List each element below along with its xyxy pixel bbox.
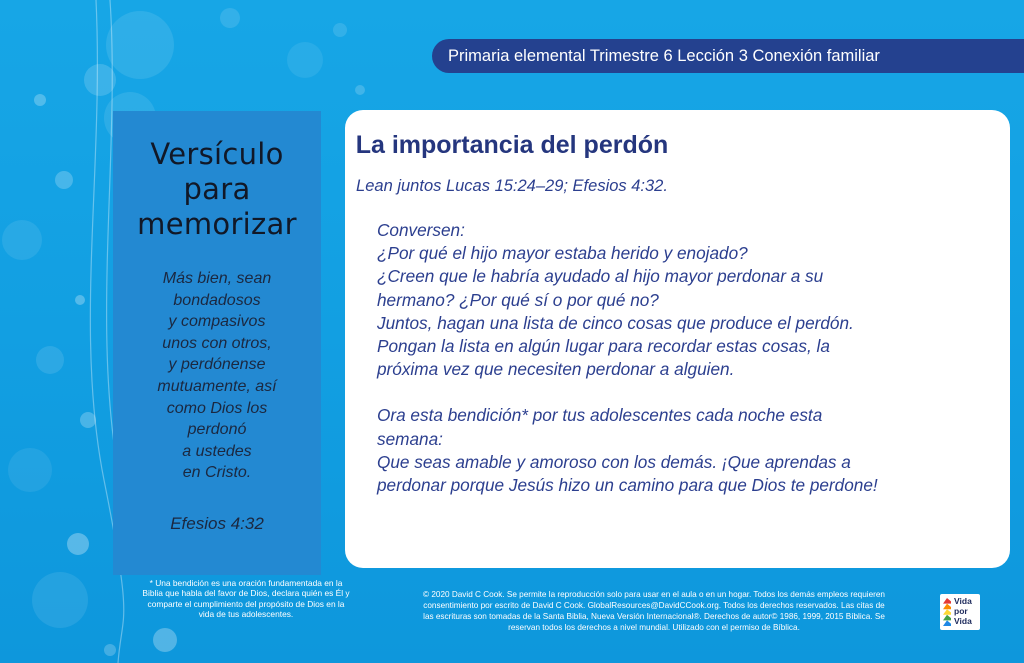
footnote-line: * Una bendición es una oración fundamentada en la [149, 578, 343, 588]
verse-line: en Cristo. [182, 464, 252, 482]
discussion-line: próxima vez que necesiten perdonar a alguien. [377, 359, 735, 380]
copyright-notice [370, 589, 938, 633]
logo-stripe [943, 609, 951, 615]
logo-text [954, 596, 972, 626]
memory-verse-text [113, 268, 321, 484]
card-body [377, 219, 987, 497]
copyright-line: reservan todos los derechos a nivel mundial. Utilizado con el permiso de Bíblica. [508, 623, 800, 632]
footnote-line: vida de tus adolescentes. [198, 609, 294, 620]
vida-por-vida-logo [940, 594, 980, 630]
verse-line: como Dios los [166, 399, 268, 417]
discussion-line: Juntos, hagan una lista de cinco cosas que produce el perdón. [377, 312, 854, 333]
logo-line: por [954, 606, 968, 616]
verse-line: y compasivos [168, 313, 266, 331]
logo-line: Vida [954, 616, 972, 626]
discussion-line: Pongan la lista en algún lugar para recordar estas cosas, la [377, 336, 830, 357]
lesson-header: Primaria elemental Trimestre 6 Lección 3 Conexión familiar [432, 39, 1024, 73]
blessing-line: Ora esta bendición* por tus adolescentes cada noche esta [377, 405, 823, 426]
verse-reference: Efesios 4:32 [170, 513, 264, 533]
verse-line: bondadosos [173, 291, 261, 309]
paragraph-gap [377, 381, 987, 404]
discussion-line: ¿Por qué el hijo mayor estaba herido y enojado? [377, 243, 748, 264]
verse-line: y perdónense [168, 356, 266, 374]
memory-verse-title-line: Versículo [150, 137, 284, 171]
card-title: La importancia del perdón [355, 131, 669, 159]
discussion-line: Conversen: [377, 220, 465, 240]
logo-line: Vida [954, 596, 972, 606]
memory-verse-title-line: para [183, 172, 251, 206]
logo-stripes-icon [943, 598, 951, 626]
blessing-line: semana: [377, 428, 443, 449]
logo-stripe [943, 615, 951, 621]
copyright-line: © 2020 David C Cook. Se permite la reproducción solo para usar en el aula o en un hogar. Todos los demás empleos requieren [423, 590, 885, 599]
verse-line: unos con otros, [162, 334, 272, 352]
verse-line: perdonó [187, 421, 247, 439]
verse-line: a ustedes [182, 442, 252, 460]
blessing-line: Que seas amable y amoroso con los demás. ¡Que aprendas a [377, 451, 851, 472]
card-subtitle: Lean juntos Lucas 15:24–29; Efesios 4:32. [356, 177, 668, 195]
footnote-line: comparte el cumplimiento del propósito de Dios en la [147, 598, 345, 609]
memory-verse-title-line: memorizar [137, 207, 297, 241]
verse-line: mutuamente, así [157, 377, 277, 395]
discussion-line: hermano? ¿Por qué sí o por qué no? [377, 289, 659, 310]
footnote-line: Biblia que habla del favor de Dios, declara quién es Él y [142, 588, 350, 599]
blessing-footnote [130, 578, 362, 620]
copyright-line: consentimiento por escrito de David C Cook. GlobalResources@DavidCCook.org. Todos los derechos reservados. Las citas de [423, 601, 885, 610]
blessing-line: perdonar porque Jesús hizo un camino para que Dios te perdone! [377, 475, 878, 496]
verse-line: Más bien, sean [162, 270, 272, 287]
logo-stripe [943, 604, 951, 610]
copyright-line: las escrituras son tomadas de la Santa Biblia, Nueva Versión Internacional®. Derechos de autor© 1986, 1999, 2015 Bíblica. Se [423, 612, 885, 621]
logo-stripe [943, 620, 951, 626]
logo-stripe [943, 598, 951, 604]
discussion-line: ¿Creen que le habría ayudado al hijo mayor perdonar a su [377, 266, 824, 287]
